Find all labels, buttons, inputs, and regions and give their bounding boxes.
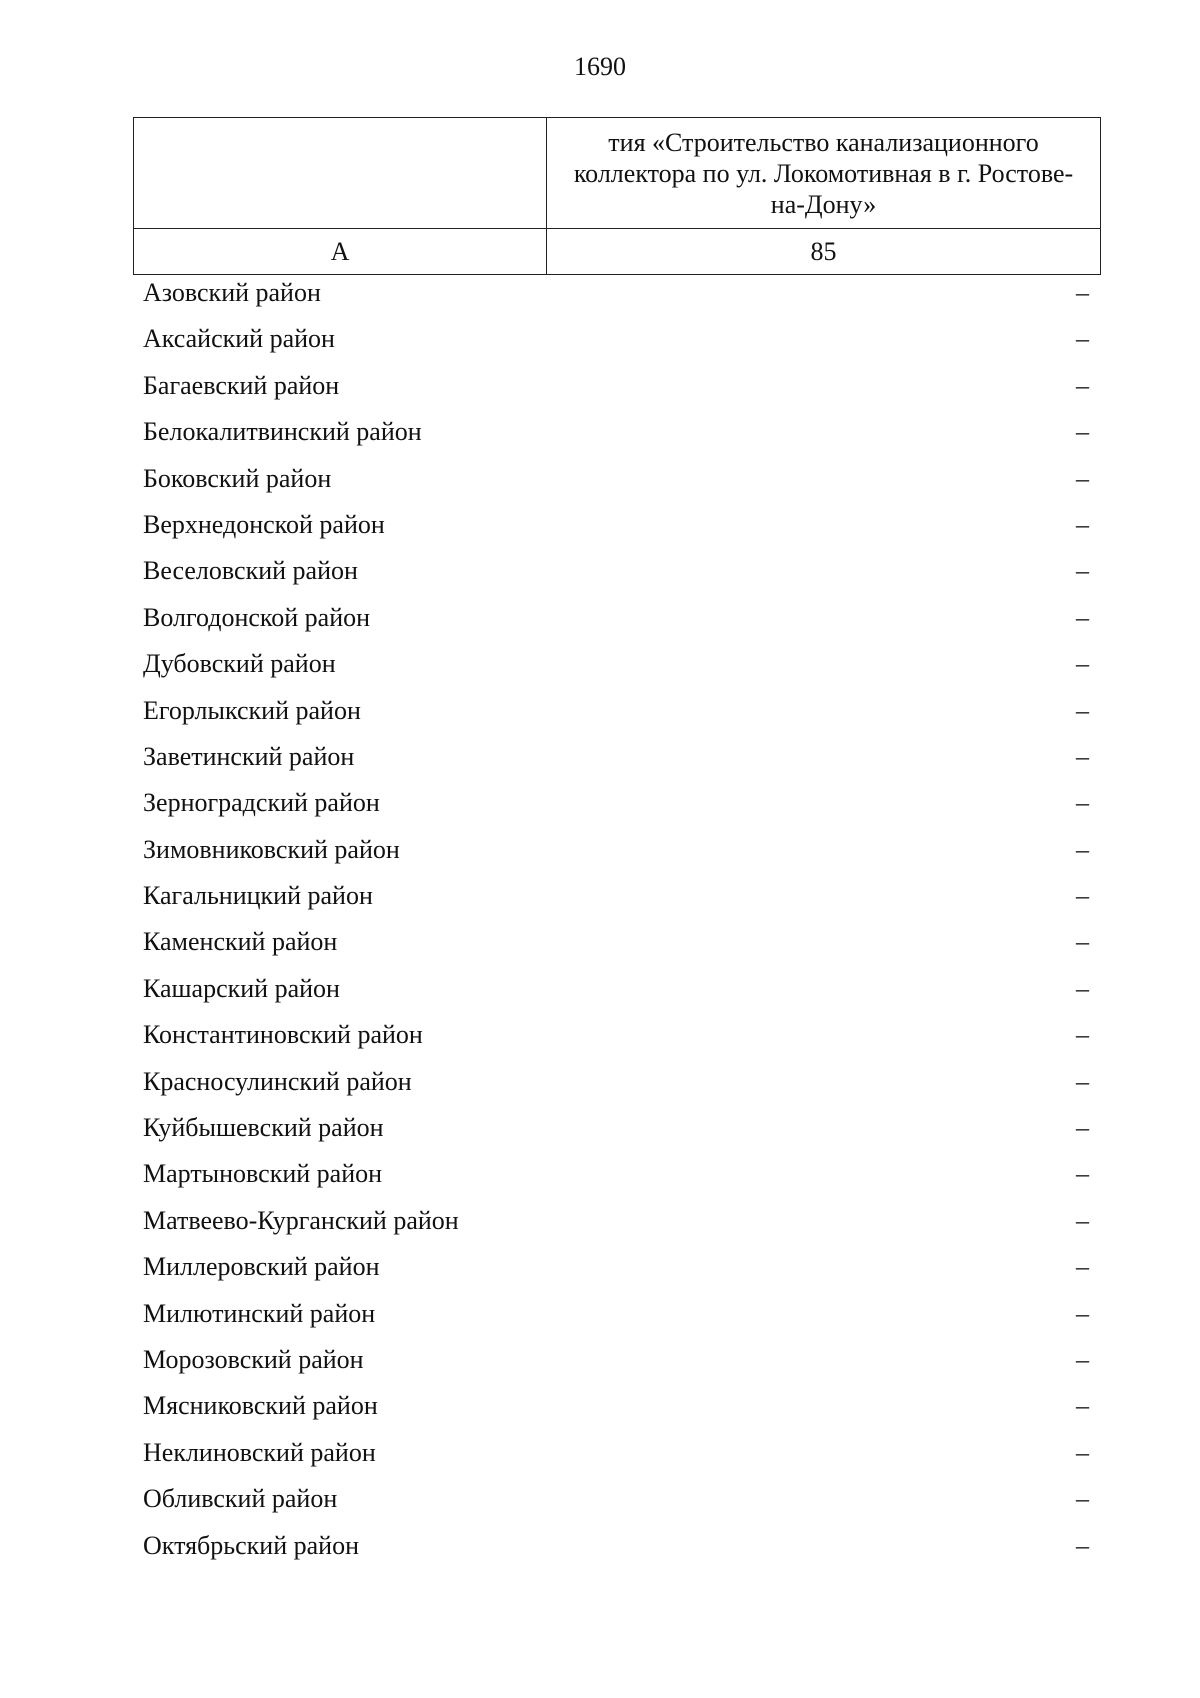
district-name: Милютинский район	[143, 1298, 376, 1328]
table-row	[133, 966, 1100, 1012]
district-name: Багаевский район	[143, 370, 340, 400]
district-value: –	[1076, 881, 1089, 911]
district-value: –	[1076, 509, 1089, 539]
district-name: Матвеево-Курганский район	[143, 1205, 459, 1235]
table-row	[133, 456, 1100, 502]
column-85-index: 85	[547, 229, 1101, 275]
table-row	[133, 827, 1100, 873]
table-row	[133, 780, 1100, 826]
table-row	[133, 1012, 1100, 1058]
district-value: –	[1076, 417, 1089, 447]
table-row	[133, 688, 1100, 734]
district-value: –	[1076, 741, 1089, 771]
district-value: –	[1076, 1066, 1089, 1096]
district-name: Миллеровский район	[143, 1252, 380, 1282]
table-row	[133, 641, 1100, 687]
table-row	[133, 1383, 1100, 1429]
district-value: –	[1076, 1391, 1089, 1421]
district-name: Аксайский район	[143, 324, 335, 354]
district-value: –	[1076, 1298, 1089, 1328]
table-row	[133, 1198, 1100, 1244]
column-index-row	[134, 229, 1101, 275]
district-name: Кагальницкий район	[143, 881, 373, 911]
header-row	[134, 118, 1101, 229]
district-value: –	[1076, 1252, 1089, 1282]
district-name: Дубовский район	[143, 649, 336, 679]
district-name: Азовский район	[143, 278, 321, 307]
table-row	[133, 919, 1100, 965]
district-name: Кашарский район	[143, 973, 340, 1003]
table-row	[133, 1523, 1100, 1569]
header-description-cell: тия «Строительство канализационного коллектора по ул. Локомотивная в г. Ростове-на-Дону»	[547, 118, 1101, 229]
table-row	[133, 1244, 1100, 1290]
district-name: Заветинский район	[143, 741, 355, 771]
district-value: –	[1076, 324, 1089, 354]
district-name: Мартыновский район	[143, 1159, 383, 1189]
district-value: –	[1076, 278, 1089, 307]
table-row	[133, 1291, 1100, 1337]
district-value: –	[1076, 973, 1089, 1003]
district-name: Белокалитвинский район	[143, 417, 422, 447]
district-value: –	[1076, 1530, 1089, 1560]
district-value: –	[1076, 927, 1089, 957]
table-row	[133, 1337, 1100, 1383]
page-number: 1690	[574, 52, 626, 81]
column-a-index: А	[134, 229, 547, 275]
district-name: Боковский район	[143, 463, 332, 493]
table-row	[133, 595, 1100, 641]
district-value: –	[1076, 834, 1089, 864]
district-value: –	[1076, 1205, 1089, 1235]
district-value: –	[1076, 649, 1089, 679]
header-left-cell	[134, 118, 547, 229]
district-name: Морозовский район	[143, 1344, 364, 1374]
district-name: Неклиновский район	[143, 1437, 376, 1467]
district-name: Мясниковский район	[143, 1391, 378, 1421]
table-row	[133, 409, 1100, 455]
district-name: Егорлыкский район	[143, 695, 361, 725]
district-name: Волгодонской район	[143, 602, 371, 632]
district-name: Октябрьский район	[143, 1530, 359, 1560]
district-value: –	[1076, 788, 1089, 818]
table-row	[133, 1430, 1100, 1476]
table-row	[133, 1059, 1100, 1105]
table-row	[133, 270, 1100, 316]
district-name: Каменский район	[143, 927, 338, 957]
district-name: Константиновский район	[143, 1020, 423, 1050]
district-name: Верхнедонской район	[143, 509, 385, 539]
district-name: Куйбышевский район	[143, 1113, 384, 1143]
district-value: –	[1076, 1159, 1089, 1189]
table-row	[133, 873, 1100, 919]
header-table	[133, 117, 1101, 275]
district-value: –	[1076, 1020, 1089, 1050]
table-row	[133, 1105, 1100, 1151]
table-row	[133, 734, 1100, 780]
district-value: –	[1076, 1344, 1089, 1374]
district-value: –	[1076, 463, 1089, 493]
district-value: –	[1076, 1484, 1089, 1514]
district-value: –	[1076, 1113, 1089, 1143]
district-name: Обливский район	[143, 1484, 338, 1514]
district-name: Веселовский район	[143, 556, 358, 586]
table-row	[133, 502, 1100, 548]
table-row	[133, 1476, 1100, 1522]
district-name: Красносулинский район	[143, 1066, 412, 1096]
district-name: Зимовниковский район	[143, 834, 400, 864]
district-value: –	[1076, 370, 1089, 400]
district-value: –	[1076, 695, 1089, 725]
district-list	[133, 270, 1100, 1569]
district-value: –	[1076, 1437, 1089, 1467]
district-name: Зерноградский район	[143, 788, 380, 818]
table-row	[133, 316, 1100, 362]
district-value: –	[1076, 556, 1089, 586]
table-row	[133, 1151, 1100, 1197]
table-row	[133, 363, 1100, 409]
table-row	[133, 548, 1100, 594]
district-value: –	[1076, 602, 1089, 632]
